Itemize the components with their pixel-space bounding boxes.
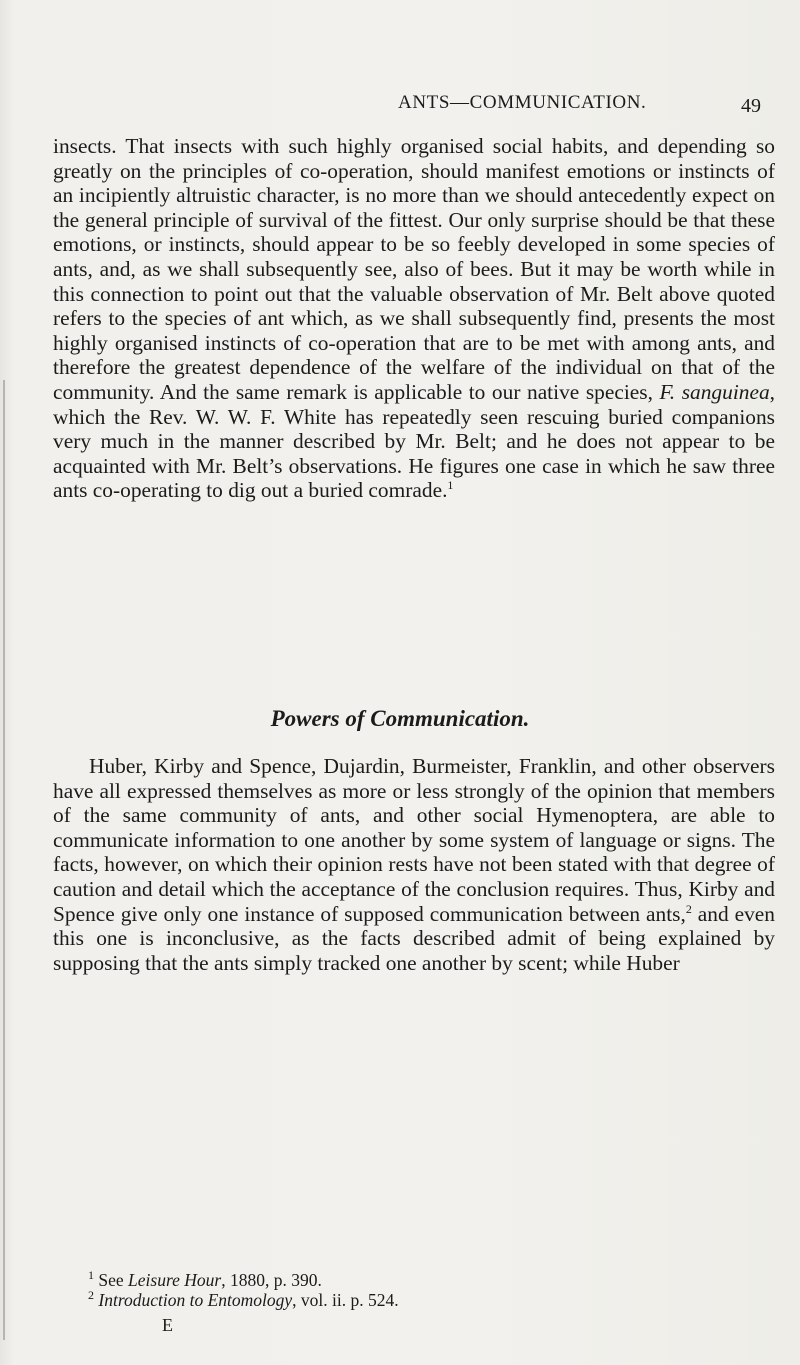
footnote-mark: 2 (88, 1288, 94, 1303)
footnote-mark: 1 (88, 1268, 94, 1283)
footnote-ref-2: 2 (685, 901, 692, 916)
footnote-suffix: , vol. ii. p. 524. (292, 1290, 399, 1310)
signature-mark: E (162, 1315, 173, 1335)
footnote-1 (88, 1270, 775, 1290)
footnotes (53, 1270, 775, 1310)
species-name: F. sanguinea (659, 379, 770, 404)
paragraph-1 (53, 134, 775, 503)
footnote-suffix: , 1880, p. 390. (221, 1270, 322, 1290)
paragraph-2-text-cont: and even this one is inconclusive, as the facts described admit of being explained by supposing that the ants simply tracked one another by scent; while Huber (53, 901, 775, 975)
footnote-title: Introduction to Entomology (98, 1290, 293, 1310)
page-number: 49 (741, 95, 761, 117)
footnote-title: Leisure Hour (128, 1270, 222, 1290)
paragraph-1-text: insects. That insects with such highly organised social habits, and depending so greatly on the principles of co-operation, should manifest emotions or instincts of an incipiently altruistic character, is no more than we should antecedently expect on the general principle of survival of the fittest. Our only surprise should be that these emotions, or instincts, should appear to be so feebly developed in some species of ants, and, as we shall subsequently see, also of bees. But it may be worth while in this connection to point out that the valuable observation of Mr. Belt above quoted refers to the species of ant which, as we shall subsequently find, presents the most highly organised instincts of co-operation that are to be met with among ants, and therefore the greatest dependence of the welfare of the individual on that of the community. And the same remark is applicable to our native species, (53, 134, 775, 404)
section-heading: Powers of Communication. (270, 706, 530, 731)
footnote-ref-1: 1 (447, 478, 454, 493)
page-binding-edge (3, 380, 5, 1340)
footnote-prefix: See (98, 1270, 129, 1290)
paragraph-1-text-cont: , which the Rev. W. W. F. White has repeatedly seen rescuing buried companions very much in the manner described by Mr. Belt; and he does not appear to be acquainted with Mr. Belt’s observations. He figures one case in which he saw three ants co-operating to dig out a buried comrade. (53, 379, 776, 503)
footnote-2 (88, 1290, 775, 1310)
paragraph-2 (53, 754, 775, 975)
running-header: ANTS—COMMUNICATION. (398, 92, 647, 113)
paragraph-2-text: Huber, Kirby and Spence, Dujardin, Burmeister, Franklin, and other observers have all expressed themselves as more or less strongly of the opinion that members of the same community of ants, and other social Hymenoptera, are able to communicate information to one another by some system of language or signs. The facts, however, on which their opinion rests have not been stated with that degree of caution and detail which the acceptance of the conclusion requires. Thus, Kirby and Spence give only one instance of supposed communication between ants, (53, 754, 775, 926)
